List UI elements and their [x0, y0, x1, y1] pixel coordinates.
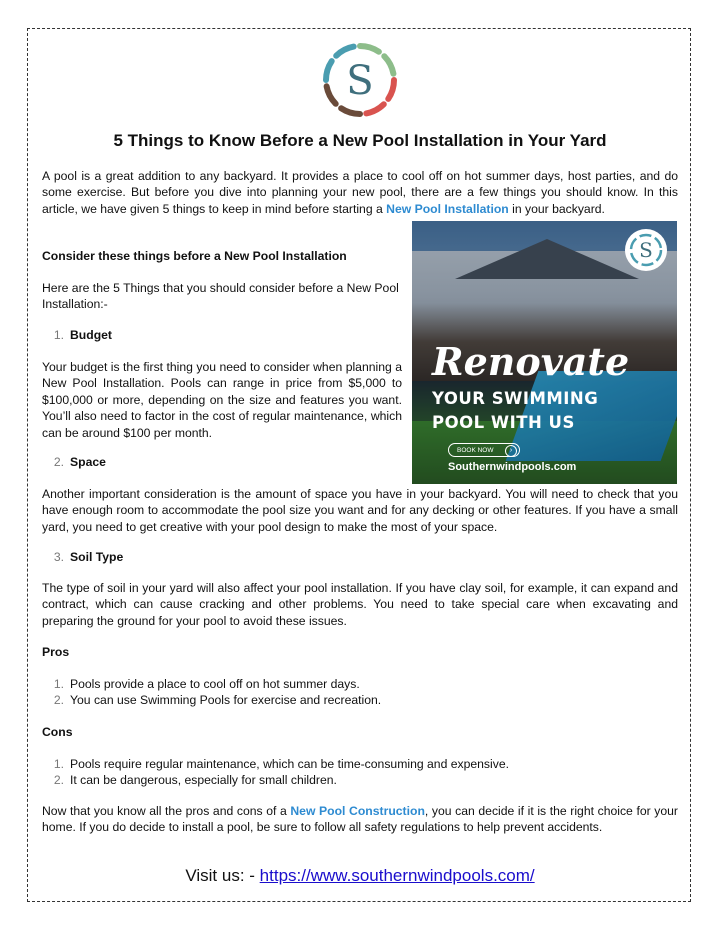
section-budget-body: Your budget is the first thing you need to consider when planning a New Pool Installation. Pools can range in price from $5,000 to $100,000 or more, depending on the size and features you want. You’ll also need to factor in the cost of regular maintenance, which can be around $100 per month. [42, 360, 402, 440]
promo-site: Southernwindpools.com [448, 461, 577, 473]
intro-paragraph [42, 168, 678, 217]
promo-line3: POOL WITH US [432, 413, 575, 432]
conclusion-text: Now that you know all the pros and cons of a [42, 804, 291, 818]
section-space-heading [42, 454, 106, 470]
book-now-button[interactable] [448, 443, 520, 457]
conclusion-paragraph [42, 803, 678, 836]
svg-text:S: S [639, 238, 653, 262]
list-item [42, 692, 381, 708]
list-number: 1. [53, 677, 64, 691]
list-item-text: Pools provide a place to cool off on hot summer days. [70, 677, 360, 691]
section-soil-body: The type of soil in your yard will also affect your pool installation. If you have clay soil, for example, it can expand and contract, which can cause cracking and other problems. You need to take special care when excavating and preparing the ground for your pool to avoid these issues. [42, 581, 678, 628]
website-link[interactable]: https://www.southernwindpools.com/ [259, 866, 535, 885]
section-title: Budget [70, 328, 112, 342]
logo-letter: S [346, 58, 374, 104]
section-title: Space [70, 455, 106, 469]
list-item-text: You can use Swimming Pools for exercise and recreation. [70, 693, 382, 707]
intro-text: A pool is a great addition to any backyard. It provides a place to cool off on hot summer days, host parties, and do some exercise. But before you dive into planning your new pool, there are a few things you should know. In this article, we have given 5 things to keep in mind before starting a [42, 169, 678, 216]
promo-headline: Renovate [432, 339, 630, 384]
southern-wind-logo [322, 42, 398, 118]
list-number: 1. [53, 757, 64, 771]
pros-heading: Pros [42, 645, 70, 659]
section-space-body: Another important consideration is the amount of space you have in your backyard. You will need to check that you have enough room to accommodate the pool size you want and for any decking or other features. If you have a small yard, you need to get creative with your pool design to make the most of your space. [42, 487, 678, 534]
list-item [42, 676, 360, 692]
list-number: 3. [53, 550, 64, 564]
chevron-right-icon: › [505, 445, 517, 457]
list-item-text: It can be dangerous, especially for small children. [70, 773, 337, 787]
consider-intro: Here are the 5 Things that you should consider before a New Pool Installation:- [42, 281, 399, 312]
new-pool-construction-link[interactable]: New Pool Construction [290, 804, 425, 818]
list-item [42, 756, 509, 772]
intro-text-end: in your backyard. [508, 201, 605, 216]
page-title: 5 Things to Know Before a New Pool Installation in Your Yard [113, 131, 607, 150]
book-now-label: BOOK NOW [457, 447, 494, 454]
list-number: 2. [53, 773, 64, 787]
promo-logo-icon [625, 229, 667, 271]
conclusion-text-end: , you can decide if it is the right choice for your home. If you do decide to install a pool, be sure to follow all safety regulations to help prevent accidents. [42, 804, 678, 835]
section-budget-heading [42, 327, 112, 343]
list-number: 2. [53, 455, 64, 469]
new-pool-installation-link[interactable]: New Pool Installation [386, 201, 509, 216]
list-item-text: Pools require regular maintenance, which can be time-consuming and expensive. [70, 757, 509, 771]
list-number: 1. [53, 328, 64, 342]
cons-heading: Cons [42, 725, 73, 739]
consider-heading: Consider these things before a New Pool Installation [42, 249, 347, 263]
section-title: Soil Type [70, 550, 124, 564]
promo-line2: YOUR SWIMMING [432, 389, 599, 408]
visit-label: Visit us: - [185, 866, 260, 885]
list-number: 2. [53, 693, 64, 707]
promo-image[interactable] [412, 221, 677, 484]
list-item [42, 772, 337, 788]
visit-line [0, 866, 720, 886]
section-soil-heading [42, 549, 123, 565]
